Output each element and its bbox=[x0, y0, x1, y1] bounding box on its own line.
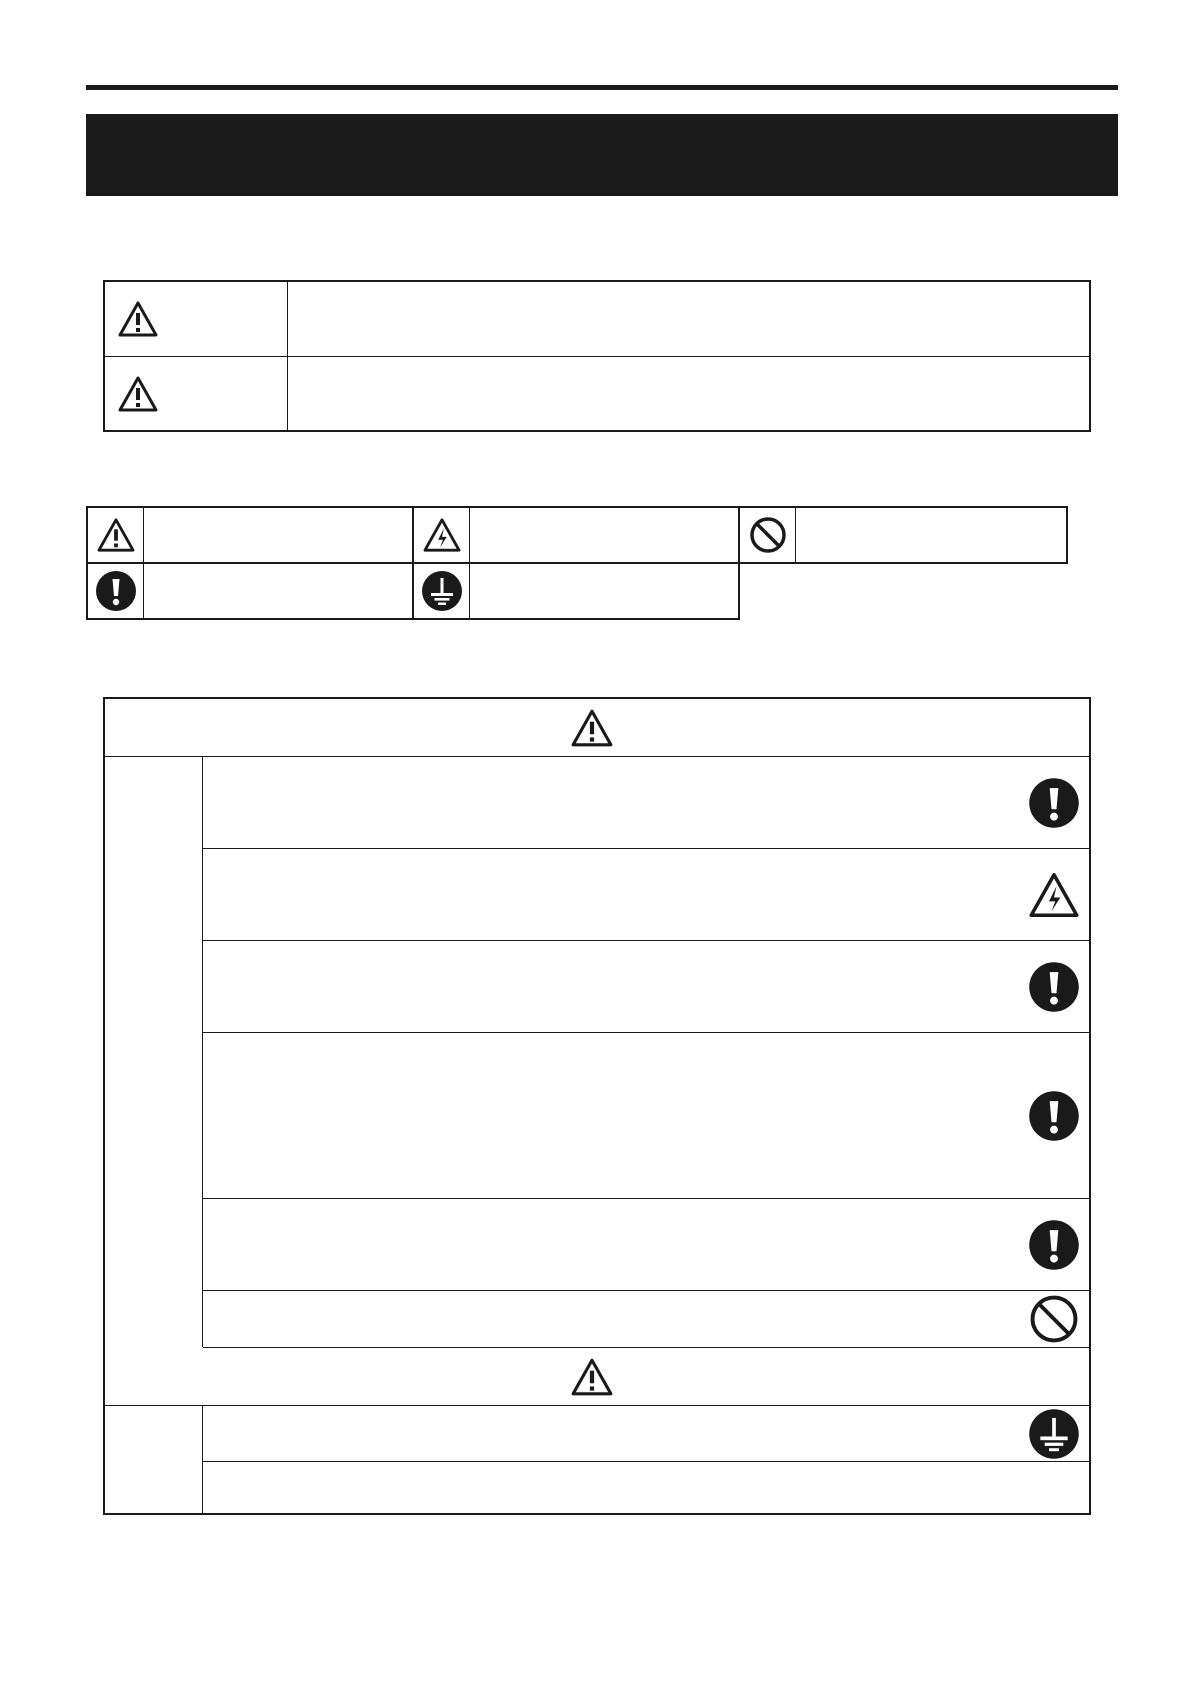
legend-item-warning bbox=[86, 506, 414, 564]
legend-item-mandatory bbox=[86, 562, 414, 620]
warning-item-text bbox=[203, 1311, 1019, 1327]
severity-row-2 bbox=[105, 357, 1089, 430]
electric-shock-triangle-icon bbox=[414, 508, 470, 562]
severity-description bbox=[288, 357, 1089, 430]
warning-item-text bbox=[203, 1237, 1019, 1253]
warning-triangle-icon bbox=[117, 375, 159, 413]
warning-section-header bbox=[105, 699, 1089, 757]
warning-side-label bbox=[105, 757, 203, 1347]
warning-item bbox=[203, 1199, 1089, 1291]
caution-section-header bbox=[105, 1348, 1089, 1406]
prohibition-icon bbox=[1019, 1293, 1089, 1345]
warning-item bbox=[203, 849, 1089, 941]
warning-triangle-icon bbox=[88, 508, 144, 562]
legend-item-ground bbox=[412, 562, 740, 620]
mandatory-exclamation-icon bbox=[1019, 1219, 1089, 1271]
warning-item bbox=[203, 941, 1089, 1033]
severity-description bbox=[288, 282, 1089, 356]
caution-item bbox=[203, 1406, 1089, 1462]
safety-precautions-table bbox=[103, 697, 1091, 1515]
warning-item bbox=[203, 1291, 1089, 1348]
severity-label-cell bbox=[105, 282, 288, 356]
mandatory-exclamation-icon bbox=[88, 564, 144, 618]
mandatory-exclamation-icon bbox=[1019, 777, 1089, 829]
warning-item-text bbox=[203, 795, 1019, 811]
severity-row-1 bbox=[105, 282, 1089, 357]
legend-item-electric-shock bbox=[412, 506, 740, 564]
warning-item bbox=[203, 1033, 1089, 1199]
electric-shock-triangle-icon bbox=[1019, 871, 1089, 919]
legend-item-prohibition bbox=[738, 506, 1068, 564]
warning-triangle-icon bbox=[570, 1357, 614, 1397]
mandatory-exclamation-icon bbox=[1019, 1090, 1089, 1142]
caution-item-text bbox=[203, 1426, 1019, 1442]
mandatory-exclamation-icon bbox=[1019, 961, 1089, 1013]
caution-item-text bbox=[203, 1480, 1019, 1496]
ground-earth-icon bbox=[1019, 1408, 1089, 1460]
warning-item bbox=[203, 757, 1089, 849]
warning-triangle-icon bbox=[117, 300, 159, 338]
severity-table bbox=[103, 280, 1091, 432]
symbol-legend bbox=[86, 506, 1068, 622]
ground-earth-icon bbox=[414, 564, 470, 618]
severity-label-cell bbox=[105, 357, 288, 430]
caution-side-label bbox=[105, 1406, 203, 1513]
warning-triangle-icon bbox=[570, 708, 614, 748]
caution-item bbox=[203, 1462, 1089, 1513]
warning-item-text bbox=[203, 887, 1019, 903]
prohibition-icon bbox=[740, 508, 796, 562]
warning-item-text bbox=[203, 1108, 1019, 1124]
page-title-bar bbox=[86, 114, 1118, 196]
top-rule bbox=[86, 85, 1118, 90]
warning-item-text bbox=[203, 979, 1019, 995]
